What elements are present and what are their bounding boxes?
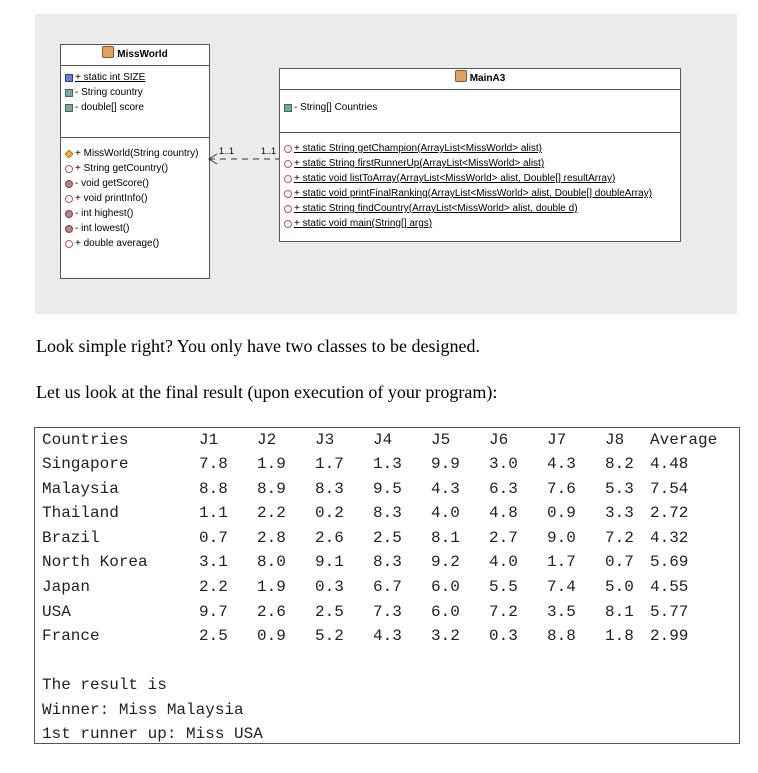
method-private-icon [65, 225, 73, 233]
constructor-icon [64, 149, 73, 158]
method-signature: - void getScore() [75, 178, 149, 189]
score-cell: 7.2 [489, 602, 518, 621]
score-cell: 2.8 [257, 528, 286, 547]
method-public-icon [284, 220, 292, 228]
class-box-maina3 [279, 68, 681, 242]
result-intro-paragraph: Let us look at the final result (upon execution of your program): [36, 382, 498, 402]
method-row [65, 221, 209, 236]
score-cell: 5.3 [605, 479, 634, 498]
method-row [65, 176, 209, 191]
average-cell: 4.48 [650, 455, 689, 473]
score-cell: 9.2 [431, 553, 460, 572]
field-signature: - double[] score [75, 102, 144, 113]
score-cell: 0.7 [199, 528, 228, 547]
field-row [65, 85, 209, 100]
field-public-icon [65, 74, 73, 82]
class-box-missworld [60, 44, 210, 279]
country-cell: France [42, 627, 100, 646]
country-cell: Singapore [42, 455, 129, 473]
average-cell: 2.72 [650, 504, 689, 523]
method-row [284, 216, 680, 231]
method-row [284, 201, 680, 216]
field-signature: - String[] Countries [294, 102, 378, 113]
method-row [284, 186, 680, 201]
field-row [65, 70, 209, 85]
score-cell: 8.8 [199, 479, 228, 498]
average-cell: 7.54 [650, 479, 689, 498]
field-row [65, 100, 209, 115]
class-name: MissWorld [117, 49, 168, 60]
field-private-icon [65, 89, 73, 97]
average-cell: Average [650, 431, 718, 449]
method-signature: + MissWorld(String country) [75, 148, 199, 159]
score-cell: 4.3 [547, 455, 576, 473]
method-signature: + double average() [75, 238, 160, 249]
method-signature: + static String firstRunnerUp(ArrayList<MissWorld> alist) [294, 158, 545, 169]
table-header-row [42, 428, 732, 452]
score-cell: 3.0 [489, 455, 518, 473]
result-heading: The result is [42, 676, 167, 694]
method-public-icon [284, 145, 292, 153]
average-cell: 4.32 [650, 528, 689, 547]
score-cell: 7.4 [547, 578, 576, 596]
method-row [65, 236, 209, 251]
score-cell: 1.9 [257, 578, 286, 596]
score-cell: 6.7 [373, 578, 402, 596]
score-cell: 9.5 [373, 479, 402, 498]
method-signature: + void printInfo() [75, 193, 148, 204]
score-cell: J4 [373, 431, 393, 449]
score-cell: 2.7 [489, 528, 518, 547]
score-cell: 8.3 [315, 479, 344, 498]
score-cell: 1.8 [605, 627, 634, 646]
method-public-icon [284, 175, 292, 183]
score-cell: 5.2 [315, 627, 344, 646]
fields-section [61, 66, 209, 138]
method-row [65, 161, 209, 176]
method-public-icon [65, 165, 73, 173]
table-row [42, 526, 732, 550]
score-cell: 4.3 [431, 479, 460, 498]
score-cell: 2.2 [257, 504, 286, 523]
method-signature: - int highest() [75, 208, 134, 219]
method-row [65, 206, 209, 221]
field-private-icon [65, 104, 73, 112]
score-cell: 8.1 [431, 528, 460, 547]
console-output [34, 427, 740, 744]
score-cell: 8.2 [605, 455, 634, 473]
score-cell: 8.3 [373, 504, 402, 523]
score-cell: 7.6 [547, 479, 576, 498]
score-cell: 2.6 [257, 602, 286, 621]
score-cell: 2.5 [373, 528, 402, 547]
score-cell: 2.6 [315, 528, 344, 547]
score-cell: 5.0 [605, 578, 634, 596]
score-cell: 1.7 [315, 455, 344, 473]
score-cell: J6 [489, 431, 509, 449]
table-row [42, 600, 732, 624]
score-cell: 0.3 [315, 578, 344, 596]
average-cell: 2.99 [650, 627, 689, 646]
score-cell: 9.1 [315, 553, 344, 572]
score-cell: 5.5 [489, 578, 518, 596]
intro-paragraph: Look simple right? You only have two classes to be designed. [36, 336, 480, 356]
field-row [284, 100, 680, 115]
score-cell: 2.2 [199, 578, 228, 596]
method-public-icon [65, 195, 73, 203]
score-cell: J5 [431, 431, 451, 449]
method-row [65, 191, 209, 206]
field-signature: - String country [75, 87, 143, 98]
method-row [65, 146, 209, 161]
score-cell: 1.7 [547, 553, 576, 572]
score-cell: J3 [315, 431, 335, 449]
score-cell: 7.8 [199, 455, 228, 473]
class-header [280, 69, 680, 90]
country-cell: Countries [42, 431, 129, 449]
score-cell: 8.9 [257, 479, 286, 498]
method-signature: + static String findCountry(ArrayList<MissWorld> alist, double d) [294, 203, 578, 214]
score-cell: 3.5 [547, 602, 576, 621]
runner-up-line: 1st runner up: Miss USA [42, 725, 263, 743]
score-cell: 3.3 [605, 504, 634, 523]
multiplicity-right: 1..1 [261, 146, 277, 156]
score-cell: 0.9 [257, 627, 286, 646]
method-signature: + String getCountry() [75, 163, 169, 174]
methods-section [280, 133, 680, 231]
score-cell: 7.3 [373, 602, 402, 621]
table-row [42, 452, 732, 476]
method-signature: + static void listToArray(ArrayList<MissWorld> alist, Double[] resultArray) [294, 173, 616, 184]
score-cell: 4.0 [431, 504, 460, 523]
table-row [42, 575, 732, 599]
country-cell: Brazil [42, 528, 100, 547]
method-signature: - int lowest() [75, 223, 130, 234]
method-signature: + static void printFinalRanking(ArrayList<MissWorld> alist, Double[] doubleArray) [294, 188, 653, 199]
score-cell: 6.0 [431, 602, 460, 621]
score-cell: J2 [257, 431, 277, 449]
table-row [42, 501, 732, 525]
country-cell: Japan [42, 578, 91, 596]
score-cell: 8.8 [547, 627, 576, 646]
score-cell: J7 [547, 431, 567, 449]
score-cell: 3.1 [199, 553, 228, 572]
country-cell: North Korea [42, 553, 148, 572]
field-private-icon [284, 104, 292, 112]
score-cell: 0.9 [547, 504, 576, 523]
score-cell: 9.9 [431, 455, 460, 473]
score-cell: 4.3 [373, 627, 402, 646]
method-public-icon [284, 190, 292, 198]
score-cell: 0.3 [489, 627, 518, 646]
average-cell: 5.69 [650, 553, 689, 572]
score-cell: 1.3 [373, 455, 402, 473]
score-cell: 2.5 [199, 627, 228, 646]
score-cell: 9.7 [199, 602, 228, 621]
method-row [284, 156, 680, 171]
score-cell: 4.0 [489, 553, 518, 572]
class-name: MainA3 [469, 73, 506, 84]
score-cell: 1.1 [199, 504, 228, 523]
class-icon [102, 46, 114, 58]
score-cell: 8.3 [373, 553, 402, 572]
method-signature: + static String getChampion(ArrayList<MissWorld> alist) [294, 143, 542, 154]
table-row [42, 624, 732, 648]
method-public-icon [284, 160, 292, 168]
score-cell: 3.2 [431, 627, 460, 646]
table-row [42, 477, 732, 501]
score-cell: 8.1 [605, 602, 634, 621]
method-public-icon [65, 240, 73, 248]
score-cell: J8 [605, 431, 625, 449]
method-private-icon [65, 210, 73, 218]
score-cell: 0.2 [315, 504, 344, 523]
score-cell: J1 [199, 431, 219, 449]
average-cell: 5.77 [650, 602, 689, 621]
method-row [284, 171, 680, 186]
winner-line: Winner: Miss Malaysia [42, 701, 244, 719]
class-header [61, 45, 209, 66]
class-icon [455, 70, 467, 82]
score-cell: 1.9 [257, 455, 286, 473]
score-cell: 8.0 [257, 553, 286, 572]
multiplicity-left: 1..1 [219, 146, 235, 156]
field-signature: + static int SIZE [75, 72, 146, 83]
table-row [42, 550, 732, 574]
average-cell: 4.55 [650, 578, 689, 596]
score-cell: 7.2 [605, 528, 634, 547]
method-signature: + static void main(String[] args) [294, 218, 433, 229]
score-cell: 6.0 [431, 578, 460, 596]
method-private-icon [65, 180, 73, 188]
methods-section [61, 138, 209, 251]
score-cell: 2.5 [315, 602, 344, 621]
country-cell: Malaysia [42, 479, 119, 498]
country-cell: Thailand [42, 504, 119, 523]
country-cell: USA [42, 602, 71, 621]
score-cell: 6.3 [489, 479, 518, 498]
uml-diagram-panel [35, 14, 737, 314]
fields-section [280, 90, 680, 133]
score-cell: 9.0 [547, 528, 576, 547]
score-cell: 0.7 [605, 553, 634, 572]
method-public-icon [284, 205, 292, 213]
method-row [284, 141, 680, 156]
score-cell: 4.8 [489, 504, 518, 523]
